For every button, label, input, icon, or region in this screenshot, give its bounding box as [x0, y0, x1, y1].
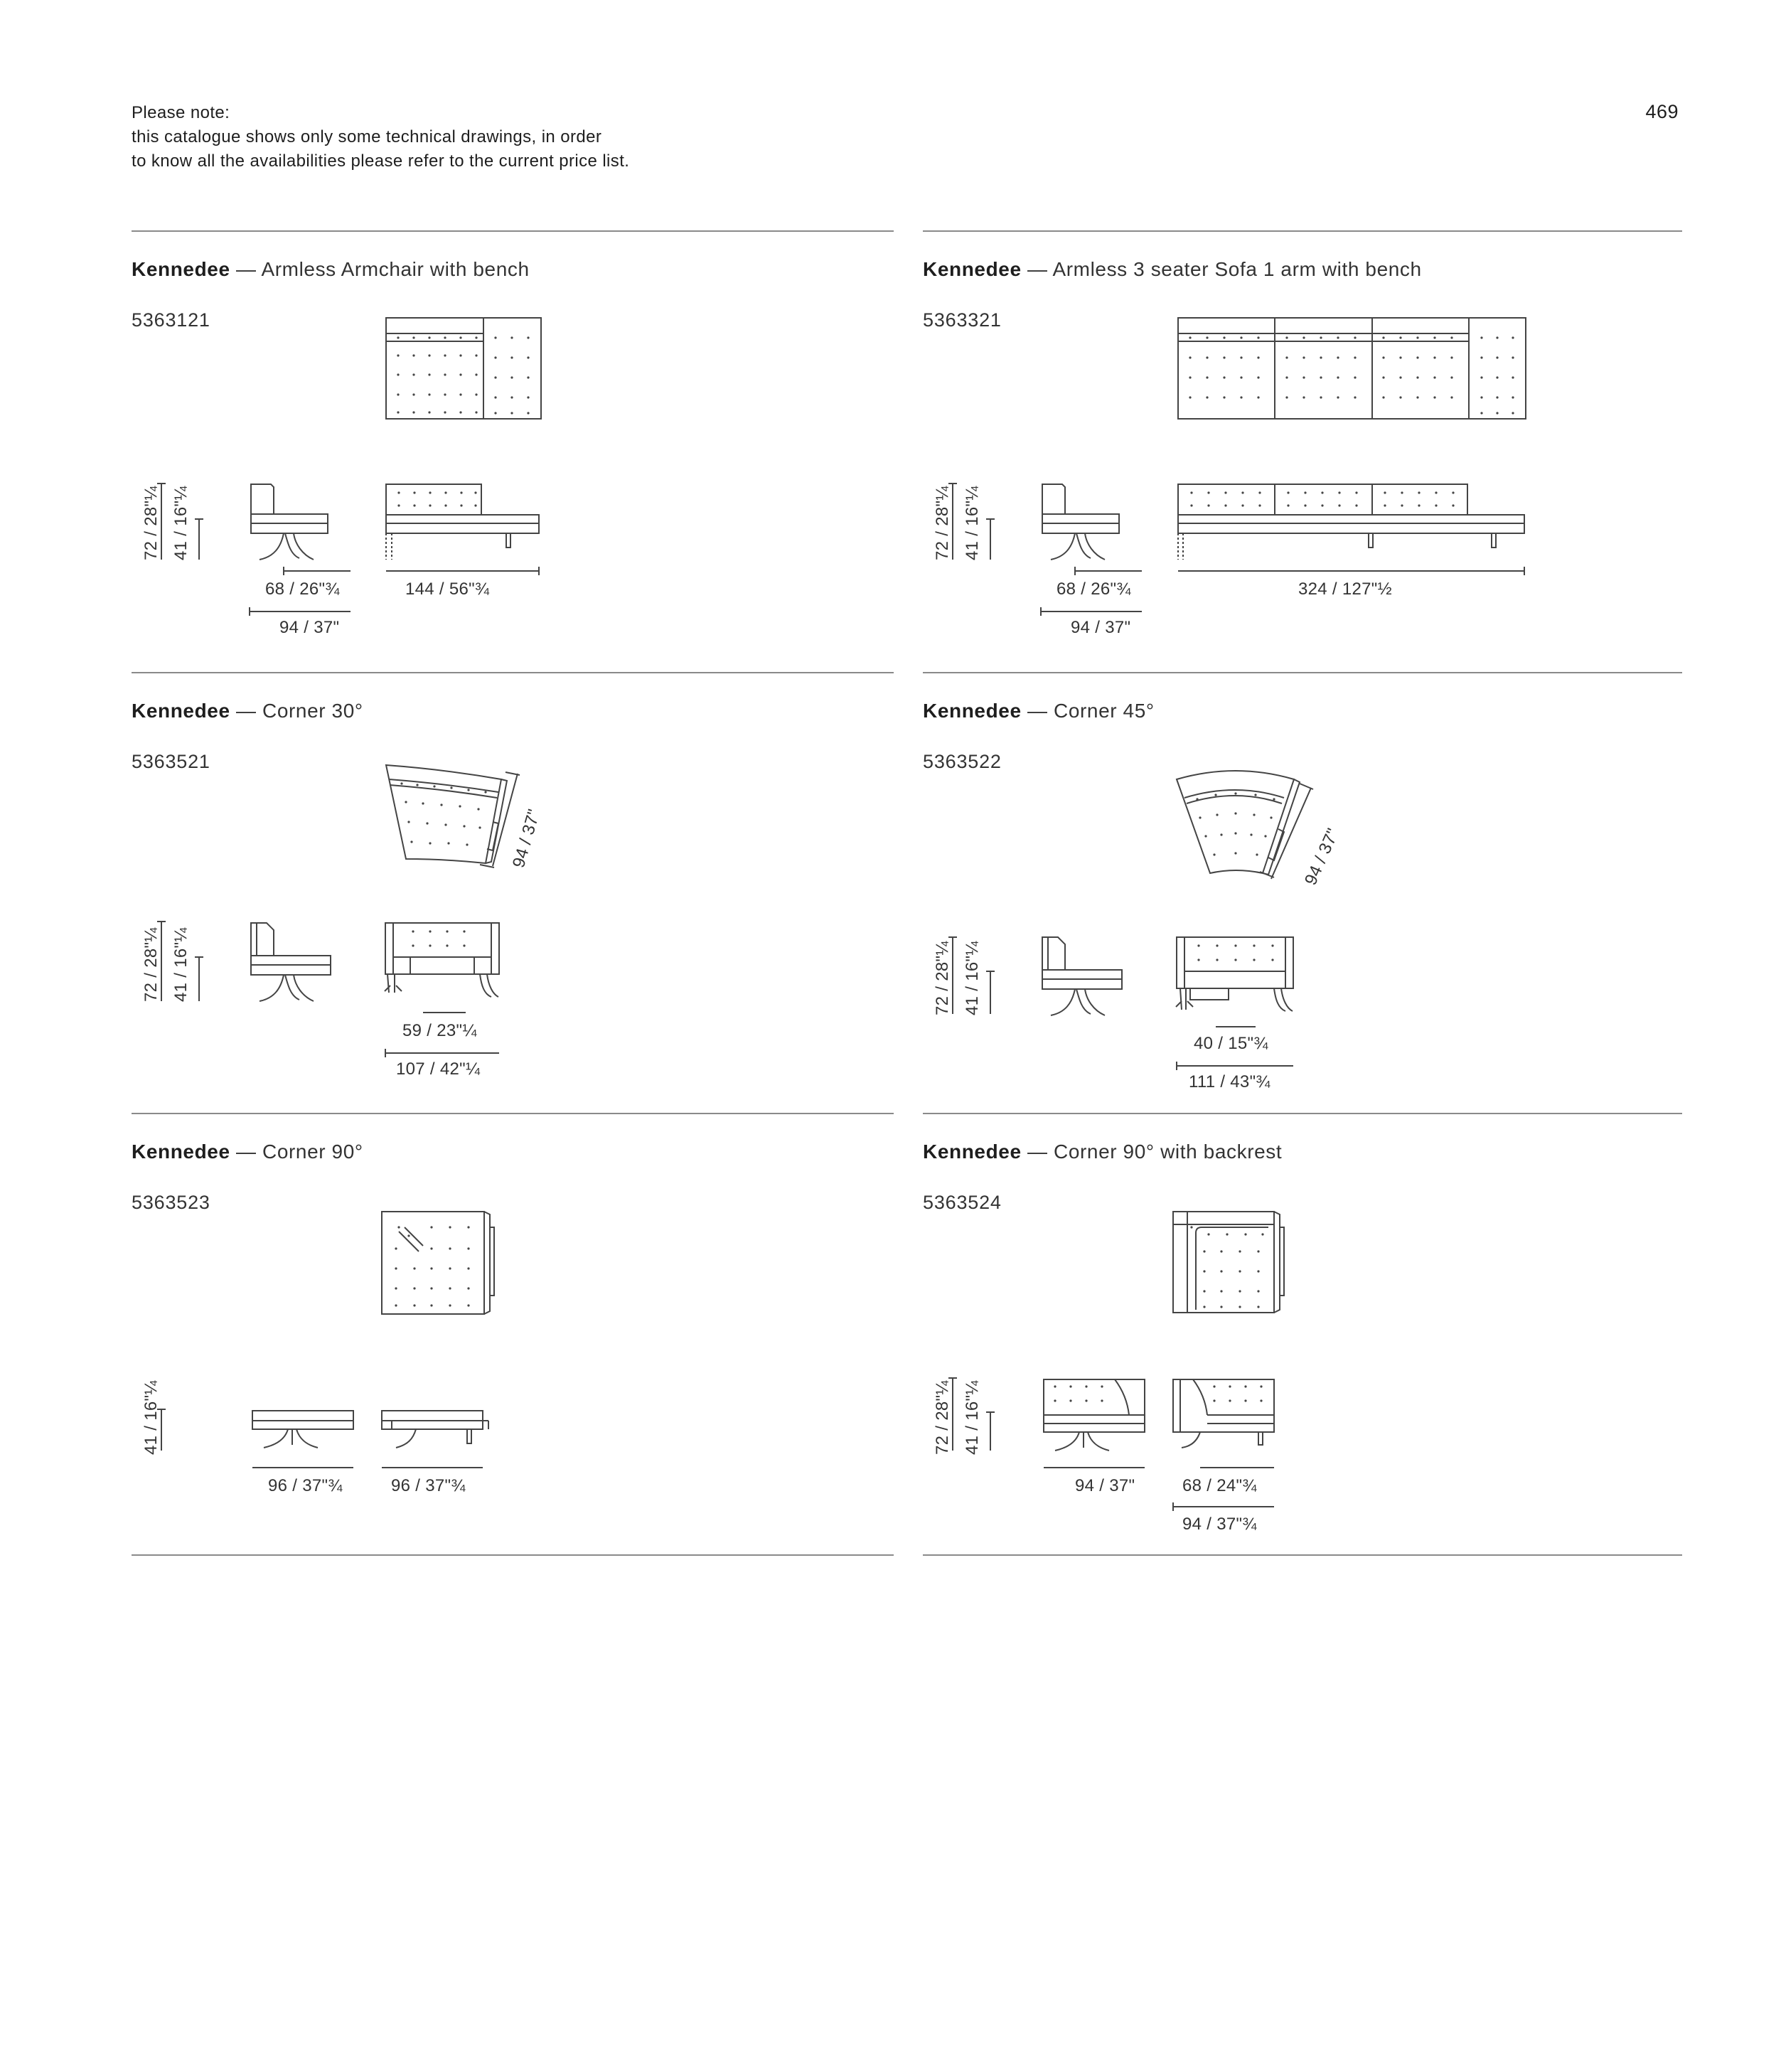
front-view: [1178, 484, 1524, 560]
top-view: [1173, 1212, 1284, 1313]
technical-drawing: [132, 231, 894, 651]
technical-drawing: [132, 673, 894, 1092]
dimension-label-height-total: 72 / 28"¼: [933, 1380, 952, 1455]
dimension-label-width-side: 96 / 37"¾: [391, 1476, 466, 1495]
dimension-label-height-total: 72 / 28"¼: [141, 486, 161, 560]
product-description: — Corner 90°: [236, 1141, 363, 1163]
dimension-label-depth-total: 94 / 37": [279, 618, 340, 637]
product-code: 5363121: [132, 309, 210, 331]
product-name: Kennedee: [132, 700, 230, 722]
product-description: — Corner 30°: [236, 700, 363, 722]
product-description: — Armless Armchair with bench: [236, 258, 530, 280]
product-panel-corner-30: [132, 673, 894, 1092]
dimension-label-width: 324 / 127"½: [1298, 580, 1392, 599]
side-view: [251, 484, 328, 560]
side-view: [1173, 1379, 1274, 1448]
dimension-label-height-total: 72 / 28"¼: [933, 486, 952, 560]
front-view: [386, 484, 539, 560]
dimension-label-width: 111 / 43"¾: [1189, 1072, 1271, 1091]
technical-drawing: [923, 1114, 1685, 1533]
dimension-label-height-seat: 41 / 16"¼: [171, 486, 191, 560]
dimension-label-height-seat: 41 / 16"¼: [141, 1380, 161, 1455]
divider: [923, 1554, 1682, 1556]
product-code: 5363522: [923, 751, 1002, 772]
front-view: [1176, 937, 1293, 1011]
dimension-label-height-seat: 41 / 16"¼: [963, 1380, 982, 1455]
product-panel-3-seater-sofa-bench: [923, 231, 1685, 651]
catalogue-note: [132, 101, 629, 173]
page-number: 469: [1645, 101, 1679, 122]
divider: [132, 1554, 894, 1556]
top-view: [1178, 318, 1526, 419]
product-name: Kennedee: [923, 258, 1022, 280]
product-name: Kennedee: [132, 258, 230, 280]
dimension-label-width-front: 94 / 37": [1075, 1476, 1135, 1495]
dimension-label-depth-seat: 68 / 26"¾: [265, 580, 340, 599]
technical-drawing: [923, 673, 1685, 1092]
dimension-label-depth-total: 94 / 37": [1071, 618, 1131, 637]
dimension-label-diagonal: 94 / 37": [509, 806, 545, 870]
front-view: [252, 1411, 353, 1448]
product-name: Kennedee: [923, 700, 1022, 722]
dimension-label-inner-width: 59 / 23"¼: [402, 1021, 477, 1040]
dimension-label-diagonal: 94 / 37": [1301, 825, 1343, 888]
product-name: Kennedee: [923, 1141, 1022, 1163]
top-view: [386, 318, 541, 419]
front-view: [385, 923, 499, 997]
dimension-label-height-total: 72 / 28"¼: [933, 941, 952, 1015]
product-panel-corner-45: [923, 673, 1685, 1092]
dimension-label-height-seat: 41 / 16"¼: [963, 486, 982, 560]
technical-drawing: [132, 1114, 894, 1533]
product-code: 5363521: [132, 751, 210, 772]
side-view: [1042, 937, 1122, 1015]
dimension-label-height-total: 72 / 28"¼: [141, 927, 161, 1002]
side-view: [382, 1411, 488, 1448]
note-line-2: this catalogue shows only some technical drawings, in order: [132, 127, 602, 146]
dimension-label-width: 144 / 56"¾: [405, 580, 490, 599]
product-name: Kennedee: [132, 1141, 230, 1163]
top-view: [386, 765, 520, 867]
dimension-label-depth-seat: 68 / 26"¾: [1056, 580, 1131, 599]
dimension-label-height-seat: 41 / 16"¼: [171, 927, 191, 1002]
dimension-label-height-seat: 41 / 16"¼: [963, 941, 982, 1015]
dimension-label-depth-total: 94 / 37"¾: [1182, 1515, 1257, 1534]
dimension-label-width-front: 96 / 37"¾: [268, 1476, 343, 1495]
top-view: [1177, 771, 1313, 879]
side-view: [1042, 484, 1119, 560]
dimension-label-inner-width: 40 / 15"¾: [1194, 1034, 1268, 1053]
note-line-3: to know all the availabilities please refer to the current price list.: [132, 151, 630, 171]
dimension-label-width: 107 / 42"¼: [396, 1059, 481, 1079]
product-description: — Corner 45°: [1027, 700, 1155, 722]
product-description: — Corner 90° with backrest: [1027, 1141, 1283, 1163]
product-panel-corner-90: [132, 1114, 894, 1533]
side-view: [251, 923, 331, 1001]
product-panel-corner-90-backrest: [923, 1114, 1685, 1533]
dimension-label-depth-seat: 68 / 24"¾: [1182, 1476, 1257, 1495]
product-panel-armchair-bench: [132, 231, 894, 651]
product-code: 5363524: [923, 1192, 1002, 1213]
product-code: 5363321: [923, 309, 1002, 331]
front-view: [1044, 1379, 1145, 1451]
note-line-1: Please note:: [132, 103, 230, 122]
product-code: 5363523: [132, 1192, 210, 1213]
product-description: — Armless 3 seater Sofa 1 arm with bench: [1027, 258, 1422, 280]
top-view: [382, 1212, 494, 1314]
